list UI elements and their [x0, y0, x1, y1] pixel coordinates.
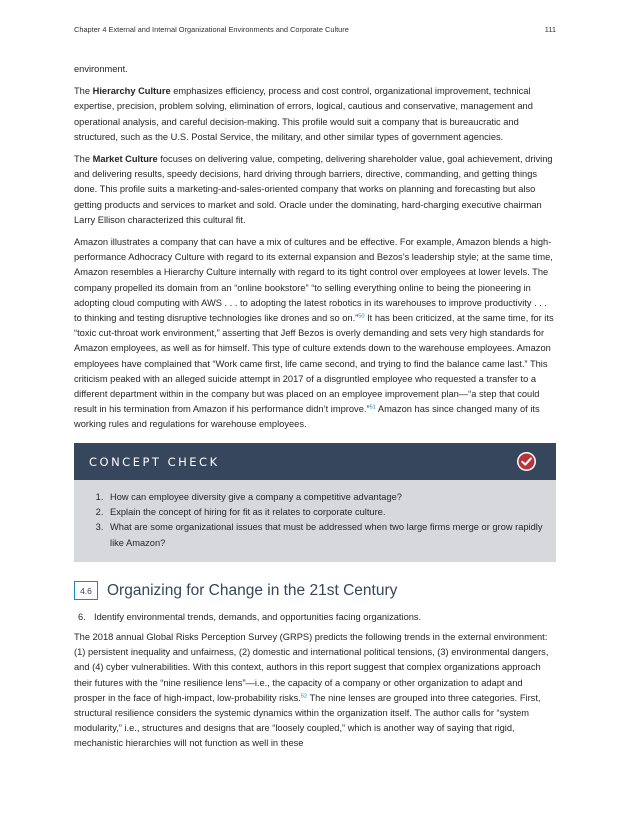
- footnote-ref-51[interactable]: 51: [369, 404, 376, 411]
- concept-check-header: [74, 443, 556, 480]
- text-run: Amazon illustrates a company that can have a mix of cultures and be effective. For example, Amazon blends a high-performance Adhocracy Culture with regard to its external expansion and Bezos’s leadership style; at the same time, Amazon resembles a Hierarchy Culture internally with regard to its tight control over employees at lower levels. The company propelled its domain from an “online bookstore” “to selling everything online to being the pioneering in adopting cloud computing with AWS . . . to adopting the latest robotics in its warehouses to improve productivity . . . to thinking and testing disruptive technologies like drones and so on.”: [74, 237, 553, 324]
- text-run: The 2018 annual Global Risks Perception Survey (GRPS) predicts the following trends in the external environment: (1) persistent inequality and unfairness, (2) domestic and international political tensions, (3) environmental dangers, and (4) cyber vulnerabilities. With this context, authors in this report suggest that complex organizations approach their futures with the “nine resilience lens”—i.e., the capacity of a company or other organization to adapt and prosper in the face of high-impact, low-probability risks.: [74, 632, 549, 703]
- learning-objective: [74, 610, 556, 625]
- checkmark-icon: [517, 452, 536, 471]
- objective-number: 6.: [78, 612, 86, 622]
- term-market-culture: Market Culture: [92, 154, 158, 165]
- text-run: The nine lenses are grouped into three categories. First, structural resilience considers the systemic dynamics within the organization itself. The author calls for “system modularity,” i.e., structures and designs that are “loosely coupled,” which is another way of saying that rigid, mechanistic hierarchies will not function as well in these: [74, 692, 541, 749]
- paragraph-market-culture: [74, 152, 556, 228]
- checkmark-badge-svg: [517, 452, 536, 471]
- text-run: The: [74, 86, 93, 97]
- term-hierarchy-culture: Hierarchy Culture: [92, 86, 171, 97]
- body-text-top: [74, 62, 556, 440]
- concept-check-title: CONCEPT CHECK: [89, 454, 220, 469]
- text-run: It has been criticized, at the same time, for its “toxic cut-throat work environment,” asserting that Jeff Bezos is overly demanding and sets very high standards for Amazon employees, as well as for himself. This type of culture extends down to the warehouse employees. Amazon employees have complained that “Work came first, life came second, and trying to find the balance came last.” This criticism peaked with an alleged suicide attempt in 2017 of a disgruntled employee who requested a transfer to a different department within in the company but was placed on an employee improvement plan—“a step that could result in his termination from Amazon if his performance didn’t improve.”: [74, 313, 554, 415]
- footnote-ref-52[interactable]: 52: [300, 693, 308, 700]
- question-item: 1. How can employee diversity give a company a competitive advantage?: [106, 490, 556, 505]
- running-head: [74, 25, 556, 34]
- question-item: 3. What are some organizational issues that must be addressed when two large firms merge or grow rapidly like Amazon?: [106, 520, 556, 550]
- concept-check-questions: [74, 490, 556, 551]
- chapter-title: Chapter 4 External and Internal Organizational Environments and Corporate Culture: [74, 25, 349, 34]
- objective-text: Identify environmental trends, demands, and opportunities facing organizations.: [94, 612, 422, 622]
- continuation-text: environment.: [74, 64, 128, 74]
- body-text-bottom: [74, 630, 556, 759]
- checkmark-badge: [519, 454, 535, 470]
- paragraph-amazon: [74, 235, 556, 433]
- paragraph-continuation: [74, 62, 556, 77]
- paragraph-hierarchy-culture: [74, 84, 556, 145]
- text-run: Amazon has since changed many of its working rules and regulations for warehouse employees.: [74, 404, 540, 430]
- section-number: 4.6: [74, 581, 98, 600]
- text-run: focuses on delivering value, competing, delivering shareholder value, goal achievement, driving and delivering results, speedy decisions, hard driving through barriers, directive, commanding, and getting things done. This profile suits a marketing-and-sales-oriented company that works on planning and forecasting but also getting products and services to market and sold. Oracle under the dominating, hard-charging executive chairman Larry Ellison characterized this cultural fit.: [74, 154, 553, 225]
- concept-check-box: [74, 443, 556, 562]
- question-item: 2. Explain the concept of hiring for fit as it relates to corporate culture.: [106, 505, 556, 520]
- page-number: 111: [544, 25, 556, 34]
- text-run: The: [74, 154, 93, 165]
- footnote-ref-50[interactable]: 50: [358, 313, 365, 320]
- section-heading: [74, 581, 397, 600]
- section-title: Organizing for Change in the 21st Century: [107, 581, 398, 599]
- text-run: emphasizes efficiency, process and cost control, organizational improvement, technical expertise, precision, problem solving, elimination of errors, logical, cautious and conservative, management and operational analysis, and careful decision-making. This profile would suit a company that is bureaucratic and structured, such as the U.S. Postal Service, the military, and other similar types of government agencies.: [74, 86, 533, 142]
- paragraph-grps: [74, 630, 556, 752]
